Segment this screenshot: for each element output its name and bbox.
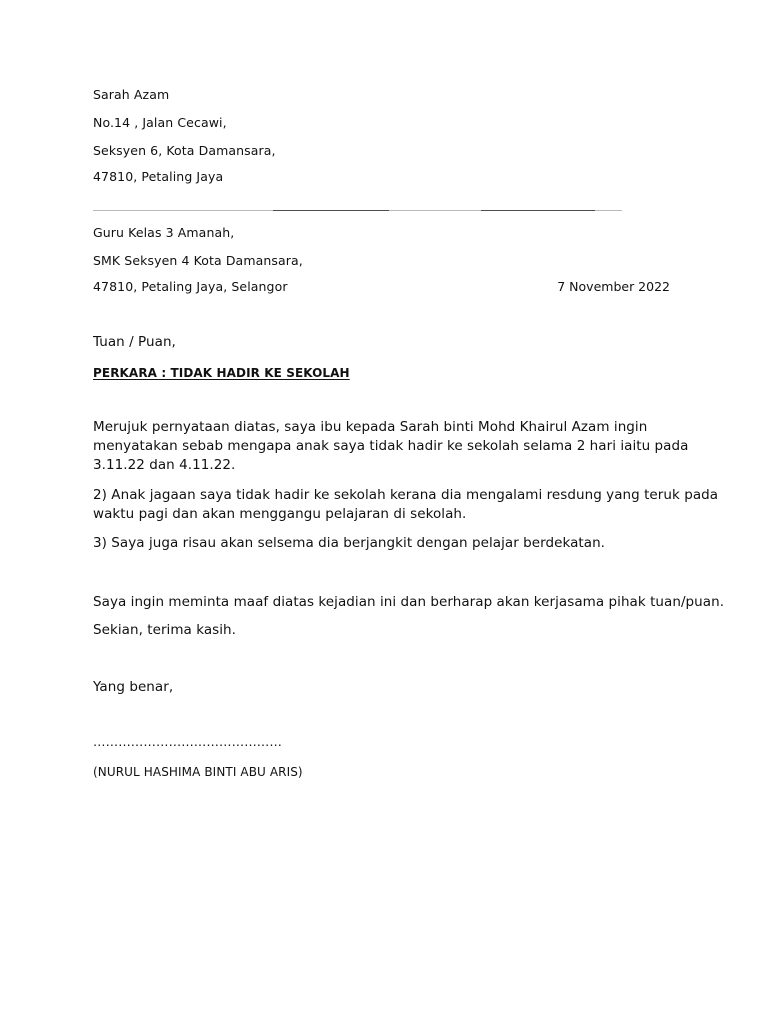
paragraph-2-line-2: waktu pagi dan akan menggangu pelajaran di sekolah. <box>93 506 467 522</box>
signature-line: ……………………………………… <box>93 734 282 749</box>
sender-name: Sarah Azam <box>93 87 170 102</box>
paragraph-1-line-1: Merujuk pernyataan diatas, saya ibu kepada Sarah binti Mohd Khairul Azam ingin <box>93 419 648 435</box>
recipient-title: Guru Kelas 3 Amanah, <box>93 225 235 240</box>
recipient-school: SMK Seksyen 4 Kota Damansara, <box>93 253 303 268</box>
sender-address-line-1: No.14 , Jalan Cecawi, <box>93 115 227 130</box>
signatory-name: (NURUL HASHIMA BINTI ABU ARIS) <box>93 765 303 779</box>
paragraph-3: 3) Saya juga risau akan selsema dia berjangkit dengan pelajar berdekatan. <box>93 535 606 551</box>
letter-date: 7 November 2022 <box>557 279 670 294</box>
recipient-address: 47810, Petaling Jaya, Selangor <box>93 279 288 294</box>
apology-paragraph: Saya ingin meminta maaf diatas kejadian ini dan berharap akan kerjasama pihak tuan/puan. <box>93 594 725 610</box>
sign-off: Yang benar, <box>93 679 174 695</box>
paragraph-2-line-1: 2) Anak jagaan saya tidak hadir ke sekolah kerana dia mengalami resdung yang teruk pada <box>93 487 719 503</box>
subject-heading: PERKARA : TIDAK HADIR KE SEKOLAH <box>93 366 350 380</box>
closing-line: Sekian, terima kasih. <box>93 622 237 638</box>
sender-address-line-2: Seksyen 6, Kota Damansara, <box>93 143 276 158</box>
sender-address-line-3: 47810, Petaling Jaya <box>93 169 224 184</box>
address-divider-segment <box>481 210 595 211</box>
address-divider-segment <box>389 210 481 211</box>
address-divider-segment <box>595 210 622 211</box>
paragraph-1-line-3: 3.11.22 dan 4.11.22. <box>93 457 236 473</box>
address-divider-segment <box>273 210 389 211</box>
paragraph-1-line-2: menyatakan sebab mengapa anak saya tidak hadir ke sekolah selama 2 hari iaitu pada <box>93 438 689 454</box>
address-divider-segment <box>179 210 273 211</box>
salutation: Tuan / Puan, <box>93 334 176 350</box>
address-divider-segment <box>93 210 179 211</box>
